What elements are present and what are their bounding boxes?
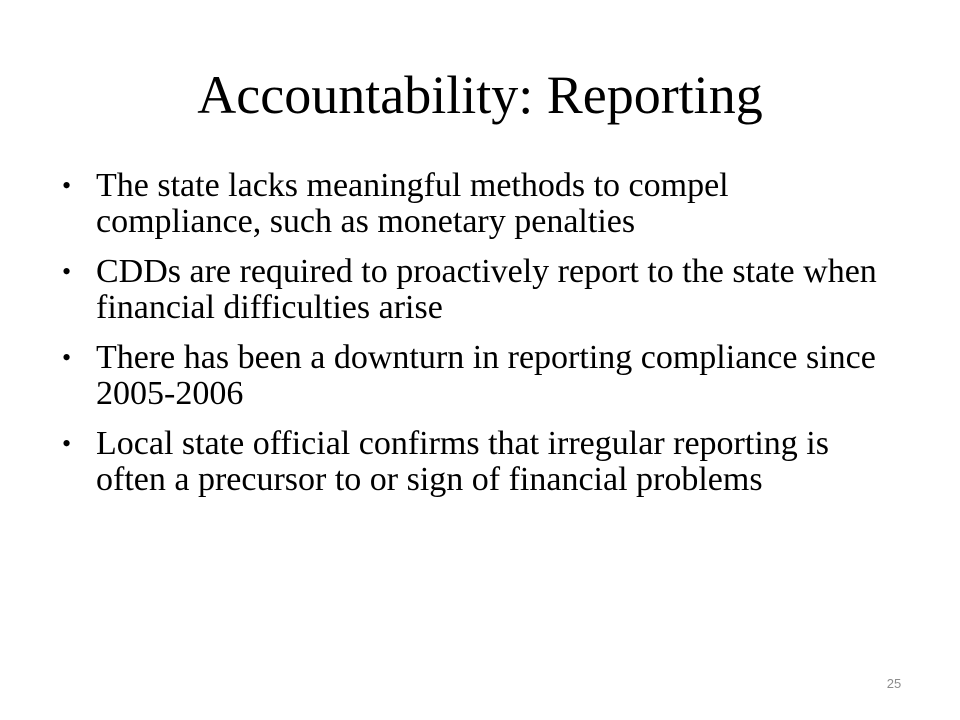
bullet-text: There has been a downturn in reporting compliance since 2005-2006 xyxy=(96,339,876,412)
bullet-icon: • xyxy=(62,343,72,372)
slide-title: Accountability: Reporting xyxy=(197,65,763,125)
bullet-icon: • xyxy=(62,257,72,286)
bullet-item xyxy=(62,340,902,412)
page-number: 25 xyxy=(886,676,902,691)
bullet-item xyxy=(62,168,902,240)
bullet-item xyxy=(62,426,902,498)
bullet-text: CDDs are required to proactively report to the state when financial difficulties arise xyxy=(96,253,877,326)
bullet-text: The state lacks meaningful methods to compel compliance, such as monetary penalties xyxy=(96,167,729,240)
bullet-icon: • xyxy=(62,429,72,458)
bullet-icon: • xyxy=(62,171,72,200)
bullet-text: Local state official confirms that irregular reporting is often a precursor to or sign of financial problems xyxy=(96,425,829,498)
bullet-list xyxy=(62,168,902,512)
bullet-item xyxy=(62,254,902,326)
